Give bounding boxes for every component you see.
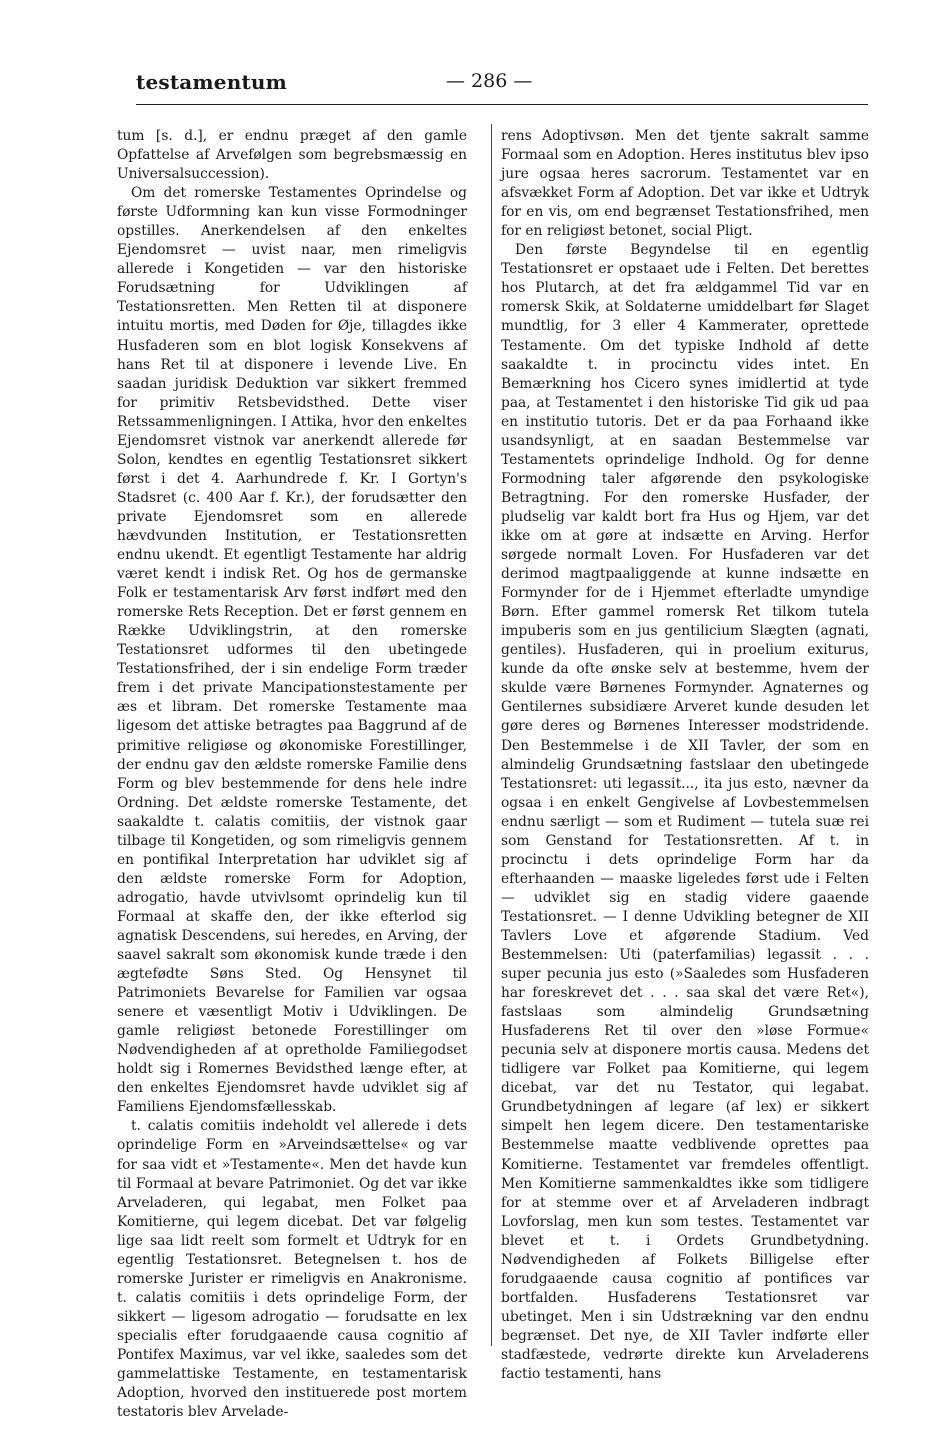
paragraph: Den første Begyndelse til en egentlig Testationsret er opstaaet ude i Felten. Det berettes hos Plutarch, at det fra ældgammel Tid var en romersk Skik, at Soldaterne umiddelbart før Slaget mundtlig, for 3 eller 4 Kammerater, oprettede Testamente. Om det typiske Indhold af dette saakaldte t. in procinctu vides intet. En Bemærkning hos Cicero synes imidlertid at tyde paa, at Testamentet i den historiske Tid gik ud paa en institutio tutoris. Det er da paa Forhaand ikke usandsynligt, at en saadan Bestemmelse var Testamentets oprindelige Indhold. Og for denne Formodning taler afgørende den psykologiske Betragtning. For den romerske Husfader, der pludselig var kaldt bort fra Hus og Hjem, var det ikke om at gøre at indsætte en Arving. Herfor sørgede normalt Loven. For Husfaderen var det derimod magtpaaliggende at kunne indsætte en Formynder for de i Hjemmet efterladte umyndige Børn. Efter gammel romersk Ret tilkom tutela impuberis som en jus gentilicium Slægten (agnati, gentiles). Husfaderen, qui in proelium exiturus, kunde da ofte ønske selv at bestemme, hvem der skulde være Børnenes Formynder. Agnaternes og Gentilernes subsidiære Arveret kunde desuden let gøre deres og Børnenes Interesser modstridende. Den Bestemmelse i de XII Tavler, der som en almindelig Grundsætning fastslaar den ubetingede Testationsret: uti legassit..., ita jus esto, nævner da ogsaa i en enkelt Gengivelse af Lovbestemmelsen endnu særligt — som et Rudiment — tutela suæ rei som Genstand for Testationsretten. Af t. in procinctu i dets oprindelige Form har da efterhaanden — maaske ligeledes først ude i Felten — udviklet sig en stadig videre gaaende Testationsret. — I denne Udvikling betegner de XII Tavlers Love et afgørende Stadium. Ved Bestemmelsen: Uti (paterfamilias) legassit . . . super pecunia jus esto (»Saaledes som Husfaderen har foreskrevet det . . . saa skal det være Ret«), fastslaas som almindelig Grundsætning Husfaderens Ret til over den »løse Formue« pecunia selv at disponere mortis causa. Medens det tidligere var Folket paa Komitierne, qui legem dicebat, var det nu Testator, qui legabat. Grundbetydningen af legare (af lex) er sikkert simpelt hen legem dicere. Den testamentariske Bestemmelse maatte vedblivende oprettes paa Komitierne. Testamentet var fremdeles offentligt. Men Komitierne sammenkaldtes ikke som tidligere for at stemme over et af Arveladeren indbragt Lovforslag, men kun som testes. Testamentet var blevet et t. i Ordets Grundbetydning. Nødvendigheden af Folkets Billigelse efter forudgaaende causa cognitio af pontifices var bortfalden. Husfaderens Testationsret var ubetinget. Men i sin Udstrækning var den endnu begrænset. Det nye, de XII Tavler indførte eller stadfæstede, vedrørte direkte kun Arveladerens factio testamenti, hans <box>501 242 869 1383</box>
paragraph: t. calatis comitiis indeholdt vel allerede i dets oprindelige Form en »Arveindsættelse« og var for saa vidt et »Testamente«. Men det havde kun til Formaal at bevare Patrimoniet. Og det var ikke Arveladeren, qui legabat, men Folket paa Komitierne, qui legem dicebat. Det var følgelig lige saa lidt reelt som formelt et Udtryk for en egentlig Testationsret. Betegnelsen t. hos de romerske Jurister er rimeligvis en Anakronisme. t. calatis comitiis i dets oprindelige Form, der sikkert — ligesom adrogatio — forudsatte en lex specialis efter forudgaaende causa cognitio af Pontifex Maximus, var vel ikke, saaledes som det gammelattiske Testamente, en testamentarisk Adoption, hvorved den instituerede post mortem testatoris blev Arvelade- <box>117 1118 467 1421</box>
column-divider <box>491 124 492 1346</box>
paragraph: rens Adoptivsøn. Men det tjente sakralt samme Formaal som en Adoption. Heres institutus blev ipso jure ogsaa heres sacrorum. Testamentet var en afsvækket Form af Adoption. Det var ikke et Udtryk for en vis, om end begrænset Testationsfrihed, men for en religiøst betonet, social Pligt. <box>501 128 869 240</box>
left-column <box>117 127 467 1422</box>
page-number: — 286 — <box>446 70 533 92</box>
paragraph: tum [s. d.], er endnu præget af den gamle Opfattelse af Arvefølgen som begrebsmæssig en Universalsuccession). <box>117 128 467 183</box>
page-header <box>136 70 868 106</box>
headword: testamentum <box>136 70 287 94</box>
paragraph: Om det romerske Testamentes Oprindelse og første Udformning kan kun visse Formodninger opstilles. Anerkendelsen af den enkeltes Ejendomsret — uvist naar, men rimeligvis allerede i Kongetiden — var den historiske Forudsætning for Udviklingen af Testationsretten. Men Retten til at disponere intuitu mortis, med Døden for Øje, tillagdes ikke Husfaderen som en blot logisk Konsekvens af hans Ret til at disponere i levende Live. En saadan juridisk Deduktion var sikkert fremmed for primitiv Retsbevidsthed. Dette viser Retssammenligningen. I Attika, hvor den enkeltes Ejendomsret vistnok var anerkendt allerede før Solon, kendtes en egentlig Testationsret sikkert først i det 4. Aarhundrede f. Kr. I Gortyn's Stadsret (c. 400 Aar f. Kr.), der forudsætter den private Ejendomsret som en allerede hævdvunden Institution, er Testationsretten endnu ukendt. Et egentligt Testamente har aldrig været kendt i indisk Ret. Og hos de germanske Folk er testamentarisk Arv først indført med den romerske Rets Reception. Det er først gennem en Række Udviklingstrin, at den romerske Testationsret udformes til den ubetingede Testationsfrihed, der i sin endelige Form træder frem i det private Mancipationstestamente per æs et libram. Det romerske Testamente maa ligesom det attiske betragtes paa Baggrund af de primitive religiøse og økonomiske Forestillinger, der endnu gav den ældste romerske Familie dens Form og blev bestemmende for dens hele indre Ordning. Det ældste romerske Testamente, det saakaldte t. calatis comitiis, der vistnok gaar tilbage til Kongetiden, og som rimeligvis gennem en pontifikal Interpretation har udviklet sig af den ældste romerske Form for Adoption, adrogatio, havde utvivlsomt oprindelig kun til Formaal at skaffe den, der ikke efterlod sig agnatisk Descendens, sui heredes, en Arving, der saavel sakralt som økonomisk kunde træde i den ægtefødte Søns Sted. Og Hensynet til Patrimoniets Bevarelse for Familien var ogsaa senere et væsentligt Motiv i Udviklingen. De gamle religiøst betonede Forestillinger om Nødvendigheden af at opretholde Familiegodset holdt sig i Romernes Bevidsthed længe efter, at den enkeltes Ejendomsret havde udviklet sig af Familiens Ejendomsfællesskab. <box>117 185 467 1116</box>
header-rule <box>136 104 868 105</box>
right-column <box>501 127 869 1384</box>
